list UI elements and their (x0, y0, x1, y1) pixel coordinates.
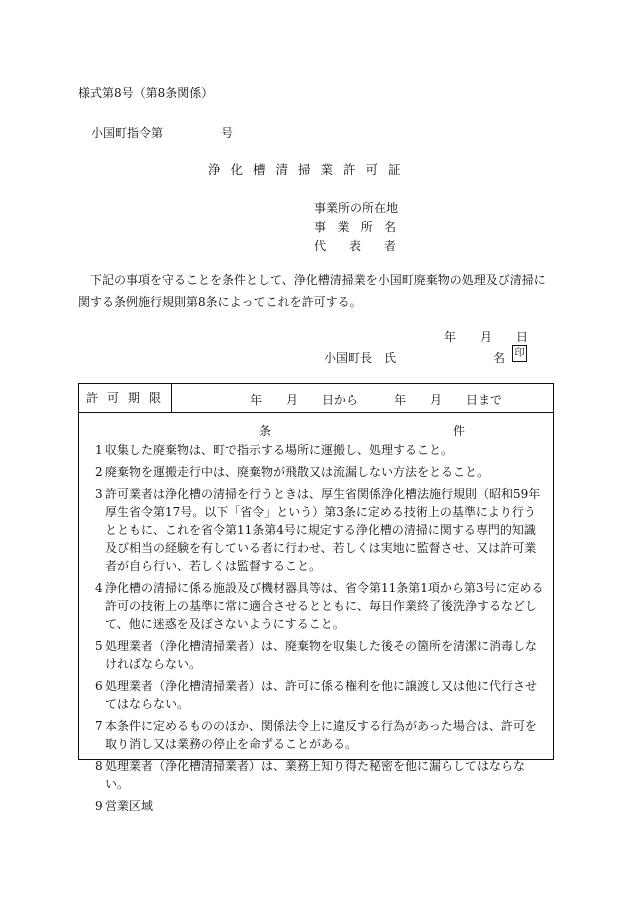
representative-label: 代 表 者 (314, 239, 396, 253)
condition-number: 6 (95, 679, 103, 693)
list-item (89, 463, 545, 481)
conditions-list (89, 441, 545, 819)
certificate-number-suffix: 号 (220, 126, 233, 140)
condition-number: 2 (95, 465, 103, 479)
conditions-table (78, 383, 554, 813)
list-item (89, 717, 545, 753)
condition-text: 浄化槽の清掃に係る施設及び機材器具等は、省令第11条第1項から第3号に定める許可の技術上の基準に常に適合させるとともに、毎日作業終了後洗浄するなどして、他に迷惑を及ぼさないようにすること。 (105, 581, 544, 631)
permit-period-value: 年 月 日から 年 月 日まで (250, 393, 503, 407)
certificate-number (91, 124, 233, 141)
condition-number: 4 (95, 581, 103, 595)
list-item (89, 797, 545, 815)
condition-text: 処理業者（浄化槽清掃業者）は、廃棄物を収集した後その箇所を清潔に消毒しなければならない。 (105, 639, 538, 671)
condition-number: 8 (95, 759, 103, 773)
permit-statement: 下記の事項を守ることを条件として、浄化槽清掃業を小国町廃棄物の処理及び清掃に関する条例施行規則第8条によってこれを許可する。 (78, 273, 546, 309)
condition-number: 9 (95, 799, 103, 813)
condition-text: 処理業者（浄化槽清掃業者）は、許可に係る権利を他に譲渡し又は他に代行させてはならない。 (105, 679, 538, 711)
condition-text: 処理業者（浄化槽清掃業者）は、業務上知り得た秘密を他に漏らしてはならない。 (105, 759, 526, 791)
condition-number: 3 (95, 487, 103, 501)
date-day-label: 日 (515, 330, 528, 344)
list-item (89, 677, 545, 713)
business-name-label: 事 業 所 名 (314, 220, 396, 234)
list-item (89, 579, 545, 633)
seal-box: 印 (512, 345, 527, 362)
list-item (89, 441, 545, 459)
condition-text: 許可業者は浄化槽の清掃を行うときは、厚生省関係浄化槽法施行規則（昭和59年厚生省令第17号。以下「省令」という）第3条に定める技術上の基準により行うとともに、これを省令第11条第4号に規定する浄化槽の清掃に関する専門的知識及び相当の経験を有している者に行わせ、若しくは実地に監督させ、又は許可業者が自ら行い、若しくは監督すること。 (105, 487, 541, 573)
date-year-label: 年 (444, 330, 457, 344)
condition-number: 5 (95, 639, 103, 653)
issuer-name-label: 名 (493, 351, 506, 365)
issuer-title: 小国町長 氏 (324, 351, 397, 365)
conditions-heading: 条 件 (259, 424, 465, 438)
condition-text: 本条件に定めるもののほか、関係法令上に違反する行為があった場合は、許可を取り消し又は業務の停止を命ずることがある。 (105, 719, 537, 751)
permit-period-label: 許可期限 (79, 384, 172, 412)
list-item (89, 757, 545, 793)
form-number: 様式第8号（第8条関係） (78, 86, 214, 100)
condition-text: 廃棄物を運搬走行中は、廃棄物が飛散又は流漏しない方法をとること。 (105, 465, 490, 479)
list-item (89, 637, 545, 673)
date-month-label: 月 (479, 330, 492, 344)
condition-text: 収集した廃棄物は、町で指示する場所に運搬し、処理すること。 (105, 443, 454, 457)
issue-date (444, 328, 528, 345)
permit-period-row (79, 384, 553, 413)
list-item (89, 485, 545, 575)
condition-number: 7 (95, 719, 103, 733)
office-location-label: 事業所の所在地 (314, 201, 399, 215)
page-title: 浄化槽清掃業許可証 (208, 162, 411, 177)
condition-number: 1 (95, 443, 103, 457)
certificate-number-prefix: 小国町指令第 (91, 126, 164, 140)
condition-text: 営業区域 (105, 799, 154, 813)
